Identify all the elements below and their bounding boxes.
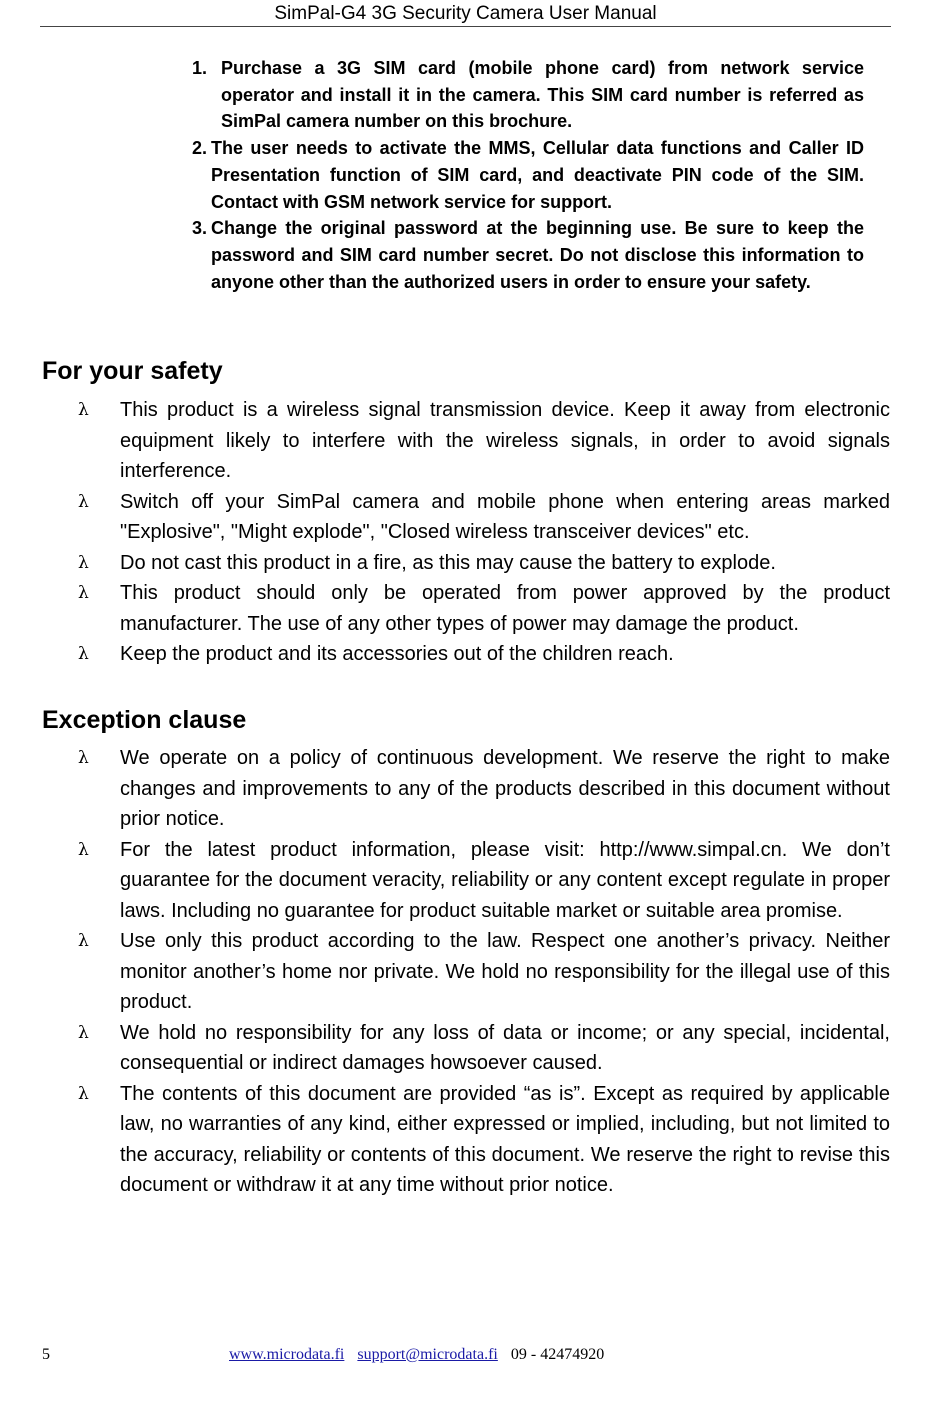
header-divider [40, 26, 891, 27]
phone-number: 09 - 42474920 [510, 1346, 605, 1363]
email-link[interactable]: support@microdata.fi [357, 1346, 498, 1363]
list-item-text: For the latest product information, please visit: http://www.simpal.cn. We don’t guarantee for the document veracity, reliability or any content except regulate in proper laws. Including no guarantee for product suitable market or suitable area promise. [120, 838, 890, 922]
exception-list [78, 743, 890, 1201]
list-item [78, 395, 890, 487]
list-item [78, 548, 890, 579]
step-number: 3. [192, 218, 208, 239]
step-text: Purchase a 3G SIM card (mobile phone card) from network service operator and install it in the camera. This SIM card number is referred as SimPal camera number on this brochure. [221, 58, 864, 132]
bullet-icon: λ [78, 931, 89, 951]
bullet-icon: λ [78, 552, 89, 573]
list-item [78, 1018, 890, 1079]
list-item-text: We hold no responsibility for any loss of data or income; or any special, incidental, consequential or indirect damages howsoever caused. [120, 1021, 890, 1074]
list-item-text: The contents of this document are provided “as is”. Except as required by applicable law, no warranties of any kind, either expressed or implied, including, but not limited to the accuracy, reliability or contents of this document. We reserve the right to revise this document or withdraw it at any time without prior notice. [120, 1082, 890, 1196]
page-number: 5 [42, 1346, 50, 1363]
bullet-icon: λ [78, 583, 89, 603]
list-item [78, 835, 890, 927]
list-item [78, 1079, 890, 1201]
setup-step [192, 215, 864, 295]
footer-contacts [229, 1346, 604, 1364]
list-item-text: We operate on a policy of continuous development. We reserve the right to make changes and improvements to any of the products described in this document without prior notice. [120, 747, 890, 830]
list-item-text: Use only this product according to the law. Respect one another’s privacy. Neither monitor another’s home nor private. We hold no responsibility for the illegal use of this product. [120, 930, 890, 1013]
list-item [78, 639, 890, 670]
list-item-text: Keep the product and its accessories out of the children reach. [120, 643, 674, 665]
website-link[interactable]: www.microdata.fi [229, 1346, 345, 1363]
bullet-icon: λ [78, 400, 89, 420]
page-footer [0, 1346, 950, 1368]
bullet-icon: λ [78, 1083, 89, 1104]
list-item-text: Switch off your SimPal camera and mobile phone when entering areas marked "Explosive", "Might explode", "Closed wireless transceiver devices" etc. [120, 490, 890, 543]
list-item-text: Do not cast this product in a fire, as this may cause the battery to explode. [120, 551, 776, 574]
list-item [78, 487, 890, 548]
step-number: 1. [192, 58, 208, 78]
list-item [78, 743, 890, 835]
bullet-icon: λ [78, 644, 89, 664]
exception-heading: Exception clause [42, 706, 247, 734]
list-item-text: This product should only be operated from power approved by the product manufacturer. The use of any other types of power may damage the product. [120, 582, 890, 635]
list-item [78, 926, 890, 1018]
safety-heading: For your safety [42, 357, 223, 385]
step-text: Change the original password at the beginning use. Be sure to keep the password and SIM card number secret. Do not disclose this information to anyone other than the authorized users in order to ensure your safety. [211, 218, 864, 292]
page-header-title: SimPal-G4 3G Security Camera User Manual [274, 3, 657, 24]
list-item [78, 578, 890, 639]
step-text: The user needs to activate the MMS, Cellular data functions and Caller ID Presentation function of SIM card, and deactivate PIN code of the SIM. Contact with GSM network service for support. [211, 138, 864, 212]
bullet-icon: λ [78, 839, 89, 860]
step-number: 2. [192, 138, 208, 159]
bullet-icon: λ [78, 1022, 89, 1043]
list-item-text: This product is a wireless signal transmission device. Keep it away from electronic equipment likely to interfere with the wireless signals, in order to avoid signals interference. [120, 399, 890, 482]
setup-step [192, 135, 864, 215]
setup-steps-list [192, 55, 864, 295]
safety-list [78, 395, 890, 670]
bullet-icon: λ [78, 491, 89, 512]
setup-step [192, 55, 864, 135]
bullet-icon: λ [78, 748, 89, 768]
